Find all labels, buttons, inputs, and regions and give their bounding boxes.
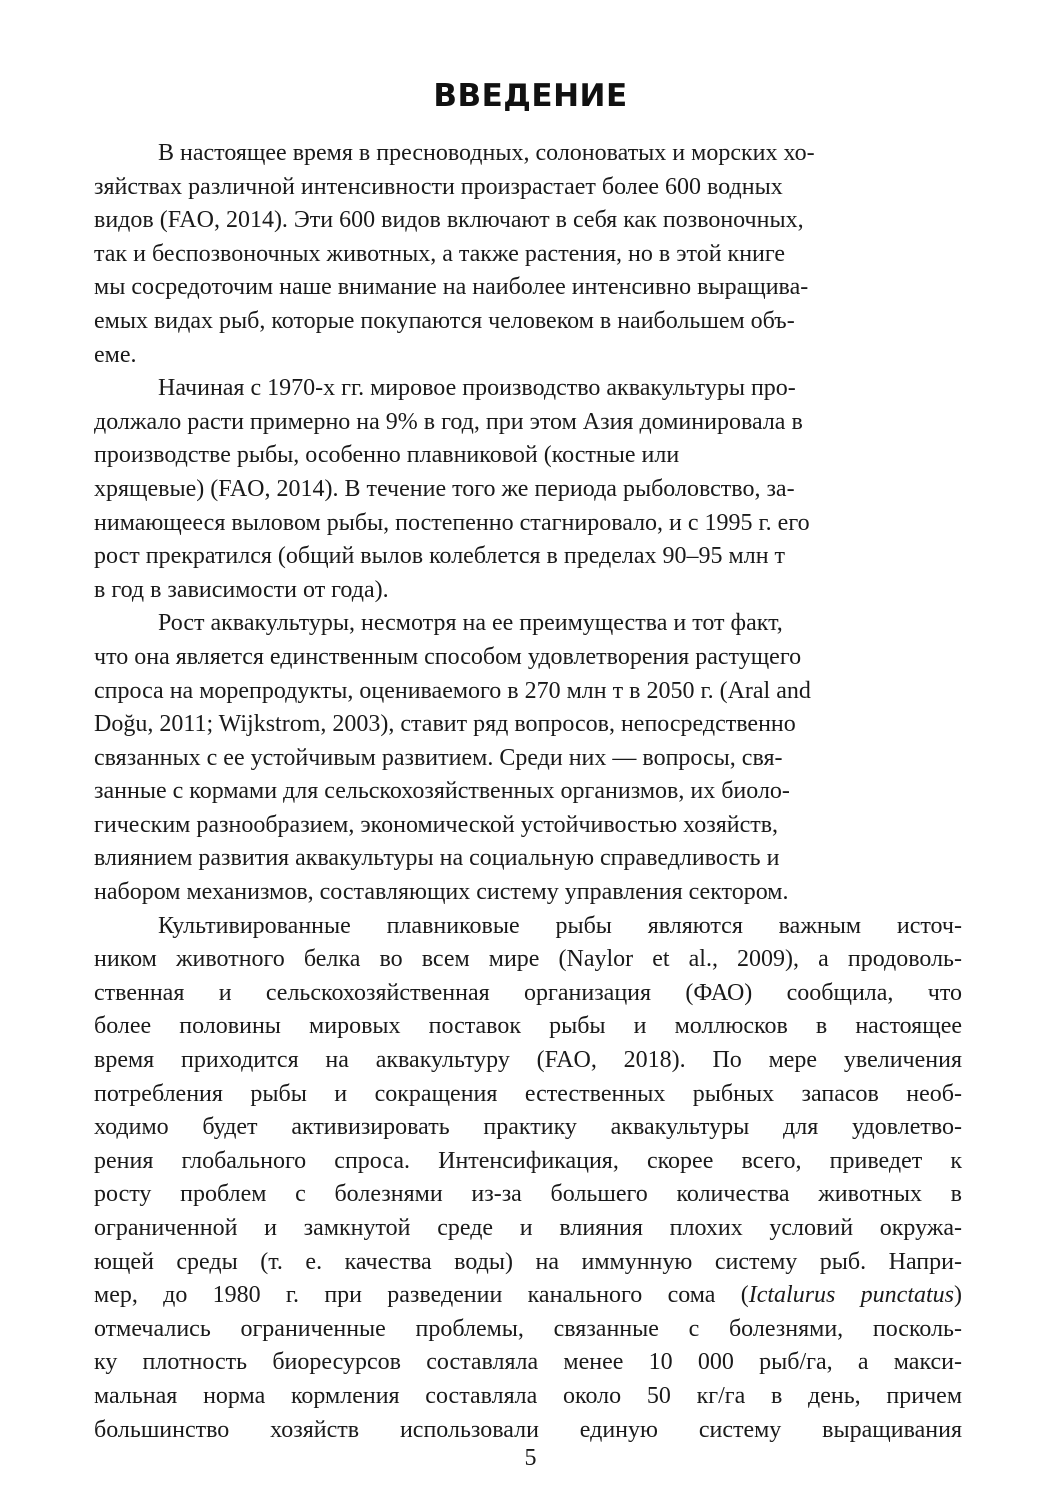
- paragraph-3: Рост аквакультуры, несмотря на ее преимущества и тот факт, что она является единственным способом удовлетворения растущего спроса на морепродукты, оцениваемого в 270 млн т в 2050 г. (Aral and Doğu, 2011; Wijkstrom, 2003), ставит ряд вопросов, непосредственно связанных с ее устойчивым развитием. Среди них — вопросы, свя- занные с кормами для сельскохозяйственных организмов, их биоло- гическим разнообразием, экономической устойчивостью хозяйств, влиянием развития аквакультуры на социальную справедливость и набором механизмов, составляющих систему управления сектором.: [94, 610, 811, 906]
- page-number: 5: [524, 1445, 537, 1471]
- paragraph-2: Начиная с 1970-х гг. мировое производство аквакультуры про- должало расти примерно на 9% в год, при этом Азия доминировала в производстве рыбы, особенно плавниковой (костные или хрящевые) (FAO, 2014). В течение того же периода рыболовство, за- нимающееся выловом рыбы, постепенно стагнировало, и с 1995 г. его рост прекратился (общий вылов колеблется в пределах 90–95 млн т в год в зависимости от года).: [94, 375, 810, 603]
- chapter-body: [94, 137, 962, 1447]
- species-name: Ictalurus punctatus: [748, 1282, 954, 1309]
- paragraph-4-part-2: ) отмечались ограниченные проблемы, связанные с болезнями, посколь- ку плотность биоресурсов составляла менее 10 000 рыб/га, а макси- мальная норма кормления составляла около 50 кг/га в день, причем большинство хозяйств использовали единую систему выращивания: [94, 1282, 962, 1443]
- paragraph-1: В настоящее время в пресноводных, солоноватых и морских хо- зяйствах различной интенсивности произрастает более 600 водных видов (FAO, 2014). Эти 600 видов включают в себя как позвоночных, так и беспозвоночных животных, а также растения, но в этой книге мы сосредоточим наше внимание на наиболее интенсивно выращива- емых видах рыб, которые покупаются человеком в наибольшем объ- еме.: [94, 140, 815, 368]
- chapter-title: ВВЕДЕНИЕ: [433, 78, 628, 114]
- paragraph-4: [94, 910, 962, 1448]
- paragraph-4-part-1: Культивированные плавниковые рыбы являются важным источ- ником животного белка во всем мире (Naylor et al., 2009), а продоволь- ственная и сельскохозяйственная организация (ФАО) сообщила, что более половины мировых поставок рыбы и моллюсков в настоящее время приходится на аквакультуру (FAO, 2018). По мере увеличения потребления рыбы и сокращения естественных рыбных запасов необ- ходимо будет активизировать практику аквакультуры для удовлетво- рения глобального спроса. Интенсификация, скорее всего, приведет к росту проблем с болезнями из-за большего количества животных в ограниченной и замкнутой среде и влияния плохих условий окружа- ющей среды (т. е. качества воды) на иммунную систему рыб. Напри- мер, до 1980 г. при разведении канального сома (: [94, 912, 962, 1309]
